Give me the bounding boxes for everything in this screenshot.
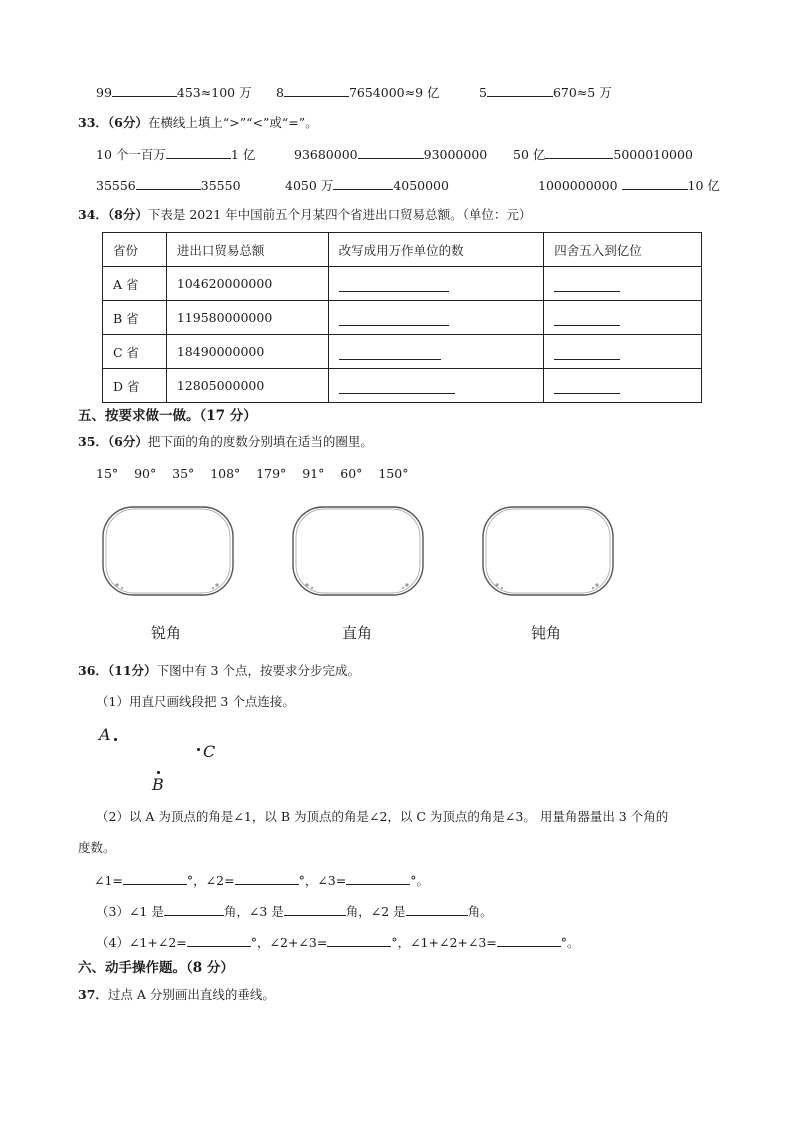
yi-answer-cell[interactable] — [544, 301, 702, 335]
degree-mark-end: °。 — [410, 873, 429, 888]
q36-step1: （1）用直尺画线段把 3 个点连接。 — [96, 694, 295, 709]
q33-row2-item3 — [538, 177, 720, 194]
q33-r2-left-2: 4050 万 — [285, 178, 334, 193]
step4-part3: °，∠1+∠2+∠3= — [391, 935, 497, 950]
answer-blank[interactable] — [545, 146, 613, 159]
q32-item-2-right: 7654000≈9 亿 — [348, 85, 440, 100]
q34-number: 34． — [78, 207, 108, 222]
answer-blank[interactable] — [358, 146, 424, 159]
q36-step2-fill — [94, 872, 429, 889]
answer-blank[interactable] — [346, 872, 410, 885]
q33-number: 33． — [78, 115, 108, 130]
wan-answer-cell[interactable] — [328, 369, 544, 403]
header-wan: 改写成用万作单位的数 — [328, 233, 544, 267]
obtuse-angle-circle[interactable] — [481, 505, 615, 597]
point-b-label: B — [152, 775, 164, 794]
header-province: 省份 — [103, 233, 167, 267]
table-header-row — [103, 233, 702, 267]
angle-value: 90° — [134, 466, 157, 481]
q33-points: （6分） — [107, 115, 148, 130]
q33-row2-item1 — [96, 177, 241, 194]
point-c-label: C — [203, 742, 216, 761]
wan-answer-cell[interactable] — [328, 335, 544, 369]
q35-prompt: 把下面的角的度数分别填在适当的圈里。 — [147, 434, 373, 449]
answer-blank[interactable] — [284, 903, 346, 916]
angle3-label: ，∠3= — [304, 873, 347, 888]
step3-part4: 角。 — [467, 904, 493, 919]
q33-r2-left-3: 1000000000 — [538, 178, 618, 193]
province-cell: C 省 — [103, 335, 167, 369]
step4-part2: °，∠2+∠3= — [250, 935, 328, 950]
angle1-label: ∠1= — [94, 873, 123, 888]
answer-blank[interactable] — [123, 872, 187, 885]
angle-value: 60° — [340, 466, 363, 481]
yi-answer-cell[interactable] — [544, 369, 702, 403]
q32-item-3-left: 5 — [479, 85, 487, 100]
q33-r1-right-1: 1 亿 — [230, 147, 256, 162]
right-angle-label: 直角 — [342, 624, 373, 642]
q33-row1-item2 — [294, 146, 487, 163]
q36-points: （11分） — [107, 663, 157, 678]
answer-blank[interactable] — [187, 934, 251, 947]
q32-item-1-right: 453≈100 万 — [176, 85, 252, 100]
table-row — [103, 267, 702, 301]
q34-points: （8分） — [107, 207, 148, 222]
q33-r2-left-1: 35556 — [96, 178, 136, 193]
angle-value: 150° — [378, 466, 409, 481]
q36-step2-line2: 度数。 — [78, 840, 116, 855]
q37-prompt: 过点 A 分别画出直线的垂线。 — [107, 987, 275, 1002]
q33-r1-left-1: 10 个一百万 — [96, 147, 166, 162]
q36-number: 36． — [78, 663, 108, 678]
answer-blank[interactable] — [333, 177, 393, 190]
angle-value: 15° — [96, 466, 119, 481]
obtuse-angle-label: 钝角 — [531, 624, 562, 642]
header-yi: 四舍五入到亿位 — [544, 233, 702, 267]
q34-heading — [78, 207, 531, 223]
total-cell: 119580000000 — [166, 301, 328, 335]
acute-angle-label: 锐角 — [151, 624, 182, 642]
q33-r1-right-2: 93000000 — [423, 147, 488, 162]
q36-step4 — [96, 934, 580, 951]
q35-points: （6分） — [107, 434, 148, 449]
q32-row — [96, 84, 252, 101]
province-cell: B 省 — [103, 301, 167, 335]
step3-part3: 角，∠2 是 — [345, 904, 406, 919]
trade-table — [102, 232, 702, 403]
q33-r1-left-3: 50 亿 — [513, 147, 546, 162]
answer-blank[interactable] — [497, 934, 561, 947]
q37-heading — [78, 987, 275, 1003]
yi-answer-cell[interactable] — [544, 267, 702, 301]
step3-part2: 角，∠3 是 — [223, 904, 284, 919]
point-a-dot[interactable] — [114, 738, 117, 741]
wan-answer-cell[interactable] — [328, 301, 544, 335]
q36-step2-line1: （2）以 A 为顶点的角是∠1，以 B 为顶点的角是∠2，以 C 为顶点的角是∠3。 用量角器量出 3 个角的 — [96, 809, 669, 824]
angle-value: 108° — [210, 466, 241, 481]
answer-blank[interactable] — [112, 84, 177, 97]
right-angle-circle[interactable] — [291, 505, 425, 597]
wan-answer-cell[interactable] — [328, 267, 544, 301]
degree-mark: ° — [186, 873, 194, 888]
q36-heading — [78, 663, 360, 679]
q32-row-item3 — [479, 84, 612, 101]
q32-item-1-left: 99 — [96, 85, 112, 100]
q36-step3 — [96, 903, 493, 920]
angle-list — [96, 466, 408, 482]
answer-blank[interactable] — [406, 903, 468, 916]
angle-value: 35° — [172, 466, 195, 481]
q33-r1-left-2: 93680000 — [294, 147, 358, 162]
q32-item-2-left: 8 — [276, 85, 284, 100]
step4-part1: （4）∠1+∠2= — [96, 935, 187, 950]
table-row — [103, 335, 702, 369]
q32-row-item2 — [276, 84, 440, 101]
q36-prompt: 下图中有 3 个点，按要求分步完成。 — [156, 663, 360, 678]
angle-value: 91° — [302, 466, 325, 481]
q34-prompt: 下表是 2021 年中国前五个月某四个省进出口贸易总额。（单位：元） — [147, 207, 532, 222]
table-row — [103, 301, 702, 335]
answer-blank[interactable] — [284, 84, 349, 97]
q33-row1-item1 — [96, 146, 255, 163]
point-b-dot[interactable] — [157, 771, 160, 774]
q37-number: 37． — [78, 987, 108, 1002]
acute-angle-circle[interactable] — [101, 505, 235, 597]
province-cell: A 省 — [103, 267, 167, 301]
point-a-label: A — [99, 725, 111, 744]
answer-blank[interactable] — [164, 903, 224, 916]
q33-row1-item3 — [513, 146, 693, 163]
q33-row2-item2 — [285, 177, 449, 194]
step4-part4: °。 — [560, 935, 580, 950]
angle-value: 179° — [256, 466, 287, 481]
answer-blank[interactable] — [327, 934, 391, 947]
q33-prompt: 在横线上填上“>”“<”或“=”。 — [147, 115, 318, 130]
q33-r2-right-3: 10 亿 — [687, 178, 720, 193]
q35-number: 35． — [78, 434, 108, 449]
total-cell: 12805000000 — [166, 369, 328, 403]
q35-heading — [78, 434, 373, 450]
header-total: 进出口贸易总额 — [166, 233, 328, 267]
answer-blank[interactable] — [136, 177, 201, 190]
answer-blank[interactable] — [622, 177, 688, 190]
answer-blank[interactable] — [487, 84, 553, 97]
section-5-title: 五、按要求做一做。（17 分） — [78, 408, 257, 424]
q33-r2-right-2: 4050000 — [393, 178, 449, 193]
table-row — [103, 369, 702, 403]
degree-mark: ° — [298, 873, 305, 888]
answer-blank[interactable] — [235, 872, 299, 885]
q33-heading — [78, 115, 318, 131]
q33-r1-right-3: 5000010000 — [613, 147, 693, 162]
answer-blank[interactable] — [166, 146, 231, 159]
yi-answer-cell[interactable] — [544, 335, 702, 369]
total-cell: 18490000000 — [166, 335, 328, 369]
q32-item-3-right: 670≈5 万 — [552, 85, 612, 100]
step3-part1: （3）∠1 是 — [96, 904, 164, 919]
total-cell: 104620000000 — [166, 267, 328, 301]
province-cell: D 省 — [103, 369, 167, 403]
angle2-label: ，∠2= — [193, 873, 235, 888]
q33-r2-right-1: 35550 — [200, 178, 241, 193]
section-6-title: 六、动手操作题。（8 分） — [78, 960, 234, 976]
point-c-dot[interactable] — [197, 748, 200, 751]
